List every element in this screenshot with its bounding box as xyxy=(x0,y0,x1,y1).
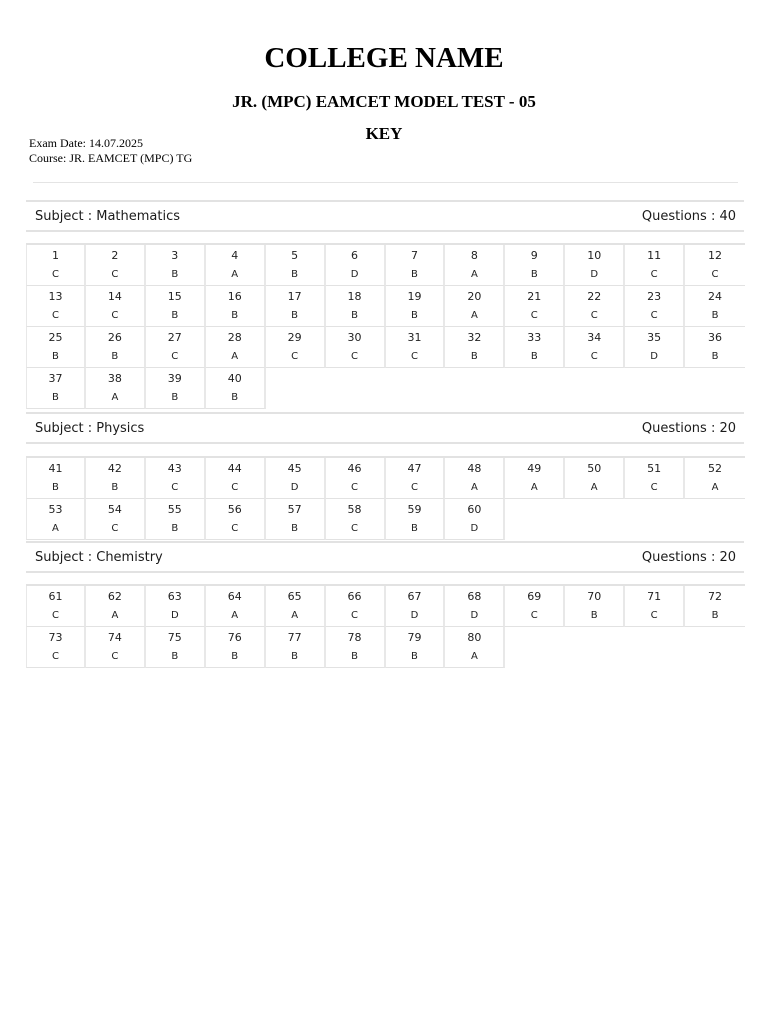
question-number: 3 xyxy=(171,249,179,262)
answer-option: D xyxy=(470,523,479,534)
question-number: 65 xyxy=(287,590,302,603)
answer-cell xyxy=(326,245,386,286)
answer-option: C xyxy=(51,651,59,662)
answer-option: B xyxy=(231,392,239,403)
subject-header-chemistry xyxy=(26,541,744,573)
question-number: 76 xyxy=(227,631,242,644)
answer-option: C xyxy=(650,482,658,493)
answer-cell xyxy=(146,627,206,668)
question-number: 52 xyxy=(708,462,723,475)
answer-cell xyxy=(386,327,446,368)
answer-option: A xyxy=(111,610,119,621)
answer-cell xyxy=(26,286,86,327)
answer-cell xyxy=(445,458,505,499)
answer-option: B xyxy=(52,482,59,493)
answer-cell xyxy=(505,327,565,368)
answer-option: C xyxy=(530,610,538,621)
question-number: 53 xyxy=(48,503,63,516)
answer-grid-mathematics xyxy=(26,243,745,409)
question-number: 23 xyxy=(647,290,662,303)
answer-option: C xyxy=(291,351,299,362)
answer-cell xyxy=(86,327,146,368)
question-number: 51 xyxy=(647,462,662,475)
answer-option: B xyxy=(351,651,358,662)
answer-option: C xyxy=(590,310,598,321)
answer-option: C xyxy=(171,482,179,493)
question-number: 72 xyxy=(708,590,723,603)
answer-cell xyxy=(206,627,266,668)
question-number: 49 xyxy=(527,462,542,475)
answer-option: C xyxy=(590,351,598,362)
question-number: 60 xyxy=(467,503,482,516)
answer-cell xyxy=(445,627,505,668)
answer-cell xyxy=(86,627,146,668)
answer-cell xyxy=(86,368,146,409)
answer-cell xyxy=(625,286,685,327)
answer-option: C xyxy=(650,610,658,621)
subject-header-physics xyxy=(26,412,744,444)
answer-cell xyxy=(326,627,386,668)
question-number: 14 xyxy=(107,290,122,303)
subject-label: Subject : Chemistry xyxy=(35,550,163,565)
answer-option: B xyxy=(411,651,418,662)
answer-option: C xyxy=(410,482,418,493)
question-number: 71 xyxy=(647,590,662,603)
question-number: 13 xyxy=(48,290,63,303)
answer-cell xyxy=(445,586,505,627)
answer-cell xyxy=(685,327,745,368)
question-number: 75 xyxy=(167,631,182,644)
question-number: 6 xyxy=(351,249,359,262)
answer-cell xyxy=(505,458,565,499)
answer-option: C xyxy=(410,351,418,362)
answer-cell xyxy=(505,286,565,327)
answer-option: C xyxy=(51,610,59,621)
question-number: 39 xyxy=(167,372,182,385)
answer-cell xyxy=(146,245,206,286)
answer-cell xyxy=(625,327,685,368)
answer-option: C xyxy=(51,269,59,280)
question-number: 9 xyxy=(530,249,538,262)
question-number: 66 xyxy=(347,590,362,603)
answer-cell xyxy=(266,458,326,499)
answer-option: B xyxy=(291,523,299,534)
question-number: 35 xyxy=(647,331,662,344)
question-number: 24 xyxy=(708,290,723,303)
answer-option: B xyxy=(530,269,538,280)
question-number: 32 xyxy=(467,331,482,344)
answer-cell xyxy=(685,245,745,286)
key-title: KEY xyxy=(365,124,403,143)
answer-option: C xyxy=(530,310,538,321)
question-number: 15 xyxy=(167,290,182,303)
answer-cell xyxy=(86,245,146,286)
answer-option: A xyxy=(711,482,719,493)
answer-cell xyxy=(625,245,685,286)
subject-label: Subject : Physics xyxy=(35,421,145,436)
question-number: 12 xyxy=(708,249,723,262)
answer-option: B xyxy=(291,651,299,662)
answer-option: A xyxy=(470,269,478,280)
answer-option: A xyxy=(111,392,119,403)
answer-option: B xyxy=(171,392,179,403)
course-name: Course: JR. EAMCET (MPC) TG xyxy=(29,151,193,165)
exam-date: Exam Date: 14.07.2025 xyxy=(29,136,143,150)
question-number: 50 xyxy=(587,462,602,475)
answer-option: A xyxy=(291,610,299,621)
answer-cell xyxy=(266,499,326,540)
question-number: 70 xyxy=(587,590,602,603)
answer-cell xyxy=(146,368,206,409)
answer-cell xyxy=(625,586,685,627)
answer-option: B xyxy=(231,651,239,662)
answer-option: B xyxy=(411,269,418,280)
question-number: 68 xyxy=(467,590,482,603)
answer-cell xyxy=(625,458,685,499)
answer-cell xyxy=(86,499,146,540)
question-number: 54 xyxy=(107,503,122,516)
answer-cell xyxy=(565,286,625,327)
question-number: 67 xyxy=(407,590,422,603)
answer-option: C xyxy=(351,482,359,493)
answer-option: B xyxy=(411,310,418,321)
question-number: 21 xyxy=(527,290,542,303)
answer-cell xyxy=(146,286,206,327)
question-number: 69 xyxy=(527,590,542,603)
answer-option: C xyxy=(231,482,239,493)
answer-option: C xyxy=(650,269,658,280)
answer-option: D xyxy=(650,351,658,362)
answer-cell xyxy=(386,499,446,540)
question-number: 1 xyxy=(51,249,59,262)
answer-cell xyxy=(685,586,745,627)
answer-cell xyxy=(206,245,266,286)
answer-cell xyxy=(206,368,266,409)
answer-cell xyxy=(206,499,266,540)
answer-cell xyxy=(206,286,266,327)
question-number: 25 xyxy=(48,331,63,344)
answer-option: C xyxy=(231,523,239,534)
answer-cell xyxy=(386,627,446,668)
question-number: 63 xyxy=(167,590,182,603)
answer-option: A xyxy=(470,482,478,493)
answer-cell xyxy=(86,286,146,327)
answer-cell xyxy=(26,368,86,409)
answer-cell xyxy=(386,458,446,499)
answer-cell xyxy=(266,586,326,627)
answer-cell xyxy=(146,499,206,540)
answer-cell xyxy=(206,586,266,627)
answer-cell xyxy=(266,286,326,327)
question-number: 30 xyxy=(347,331,362,344)
answer-cell xyxy=(445,499,505,540)
answer-option: B xyxy=(291,269,299,280)
question-number: 22 xyxy=(587,290,602,303)
question-number: 47 xyxy=(407,462,422,475)
answer-grid-physics xyxy=(26,456,745,540)
question-number: 16 xyxy=(227,290,242,303)
answer-option: B xyxy=(711,310,719,321)
question-number: 19 xyxy=(407,290,422,303)
question-number: 28 xyxy=(227,331,242,344)
answer-option: B xyxy=(171,523,179,534)
answer-option: D xyxy=(170,610,179,621)
question-number: 57 xyxy=(287,503,302,516)
answer-option: B xyxy=(711,351,719,362)
answer-cell xyxy=(146,327,206,368)
question-number: 31 xyxy=(407,331,422,344)
answer-option: C xyxy=(711,269,719,280)
answer-cell xyxy=(326,499,386,540)
question-number: 77 xyxy=(287,631,302,644)
question-number: 11 xyxy=(647,249,662,262)
answer-cell xyxy=(685,458,745,499)
question-number: 79 xyxy=(407,631,422,644)
question-number: 20 xyxy=(467,290,482,303)
question-number: 18 xyxy=(347,290,362,303)
answer-cell xyxy=(26,627,86,668)
answer-option: A xyxy=(231,269,239,280)
question-number: 78 xyxy=(347,631,362,644)
answer-cell xyxy=(26,458,86,499)
answer-cell xyxy=(565,458,625,499)
answer-option: B xyxy=(231,310,239,321)
answer-cell xyxy=(146,458,206,499)
question-number: 38 xyxy=(107,372,122,385)
question-number: 37 xyxy=(48,372,63,385)
answer-option: B xyxy=(111,482,119,493)
answer-cell xyxy=(386,586,446,627)
answer-cell xyxy=(445,286,505,327)
answer-option: B xyxy=(171,651,179,662)
answer-cell xyxy=(565,245,625,286)
answer-option: C xyxy=(351,523,359,534)
answer-cell xyxy=(146,586,206,627)
question-number: 34 xyxy=(587,331,602,344)
question-number: 17 xyxy=(287,290,302,303)
answer-option: D xyxy=(470,610,479,621)
question-number: 29 xyxy=(287,331,302,344)
answer-cell xyxy=(326,286,386,327)
question-number: 44 xyxy=(227,462,242,475)
answer-option: B xyxy=(470,351,478,362)
answer-cell xyxy=(386,286,446,327)
question-number: 26 xyxy=(107,331,122,344)
answer-grid-chemistry xyxy=(26,584,745,668)
answer-option: D xyxy=(350,269,359,280)
answer-option: A xyxy=(470,651,478,662)
questions-count: Questions : 20 xyxy=(641,550,736,565)
answer-cell xyxy=(266,627,326,668)
answer-option: D xyxy=(590,269,599,280)
answer-option: C xyxy=(111,651,119,662)
question-number: 5 xyxy=(291,249,299,262)
answer-cell xyxy=(326,327,386,368)
answer-option: B xyxy=(52,351,59,362)
answer-cell xyxy=(26,327,86,368)
question-number: 48 xyxy=(467,462,482,475)
answer-option: A xyxy=(231,610,239,621)
question-number: 74 xyxy=(107,631,122,644)
college-name: COLLEGE NAME xyxy=(264,42,504,74)
answer-option: C xyxy=(111,269,119,280)
answer-option: A xyxy=(530,482,538,493)
answer-cell xyxy=(326,586,386,627)
answer-cell xyxy=(505,245,565,286)
answer-option: C xyxy=(111,523,119,534)
question-number: 45 xyxy=(287,462,302,475)
question-number: 59 xyxy=(407,503,422,516)
question-number: 7 xyxy=(410,249,418,262)
question-number: 41 xyxy=(48,462,63,475)
answer-option: B xyxy=(351,310,358,321)
question-number: 8 xyxy=(470,249,478,262)
subject-label: Subject : Mathematics xyxy=(35,209,181,224)
answer-cell xyxy=(206,327,266,368)
answer-cell xyxy=(685,286,745,327)
question-number: 80 xyxy=(467,631,482,644)
question-number: 46 xyxy=(347,462,362,475)
answer-cell xyxy=(206,458,266,499)
answer-option: A xyxy=(52,523,59,534)
subject-header-mathematics xyxy=(26,200,744,232)
answer-cell xyxy=(26,499,86,540)
answer-cell xyxy=(26,245,86,286)
answer-option: C xyxy=(351,610,359,621)
question-number: 55 xyxy=(167,503,182,516)
question-number: 58 xyxy=(347,503,362,516)
answer-cell xyxy=(266,245,326,286)
answer-cell xyxy=(565,586,625,627)
question-number: 42 xyxy=(107,462,122,475)
answer-cell xyxy=(445,245,505,286)
header-divider xyxy=(33,182,738,183)
answer-option: B xyxy=(171,310,179,321)
answer-option: D xyxy=(410,610,419,621)
answer-cell xyxy=(266,327,326,368)
question-number: 56 xyxy=(227,503,242,516)
answer-cell xyxy=(565,327,625,368)
answer-option: B xyxy=(291,310,299,321)
answer-option: C xyxy=(171,351,179,362)
question-number: 36 xyxy=(708,331,723,344)
answer-option: C xyxy=(111,310,119,321)
answer-option: B xyxy=(411,523,418,534)
answer-cell xyxy=(445,327,505,368)
answer-cell xyxy=(386,245,446,286)
question-number: 73 xyxy=(48,631,63,644)
question-number: 64 xyxy=(227,590,242,603)
questions-count: Questions : 20 xyxy=(641,421,736,436)
question-number: 40 xyxy=(227,372,242,385)
answer-option: B xyxy=(171,269,179,280)
answer-option: A xyxy=(470,310,478,321)
question-number: 33 xyxy=(527,331,542,344)
answer-option: C xyxy=(51,310,59,321)
question-number: 43 xyxy=(167,462,182,475)
answer-option: B xyxy=(530,351,538,362)
answer-cell xyxy=(86,458,146,499)
answer-cell xyxy=(86,586,146,627)
question-number: 27 xyxy=(167,331,182,344)
answer-option: D xyxy=(290,482,299,493)
question-number: 4 xyxy=(231,249,239,262)
answer-option: A xyxy=(231,351,239,362)
answer-option: A xyxy=(590,482,598,493)
question-number: 2 xyxy=(111,249,119,262)
question-number: 10 xyxy=(587,249,602,262)
answer-option: B xyxy=(711,610,719,621)
answer-option: B xyxy=(590,610,598,621)
answer-cell xyxy=(326,458,386,499)
test-title: JR. (MPC) EAMCET MODEL TEST - 05 xyxy=(232,92,536,111)
answer-cell xyxy=(26,586,86,627)
question-number: 62 xyxy=(107,590,122,603)
answer-option: B xyxy=(111,351,119,362)
answer-option: C xyxy=(351,351,359,362)
answer-option: B xyxy=(52,392,59,403)
answer-option: C xyxy=(650,310,658,321)
question-number: 61 xyxy=(48,590,63,603)
answer-cell xyxy=(505,586,565,627)
questions-count: Questions : 40 xyxy=(641,209,736,224)
